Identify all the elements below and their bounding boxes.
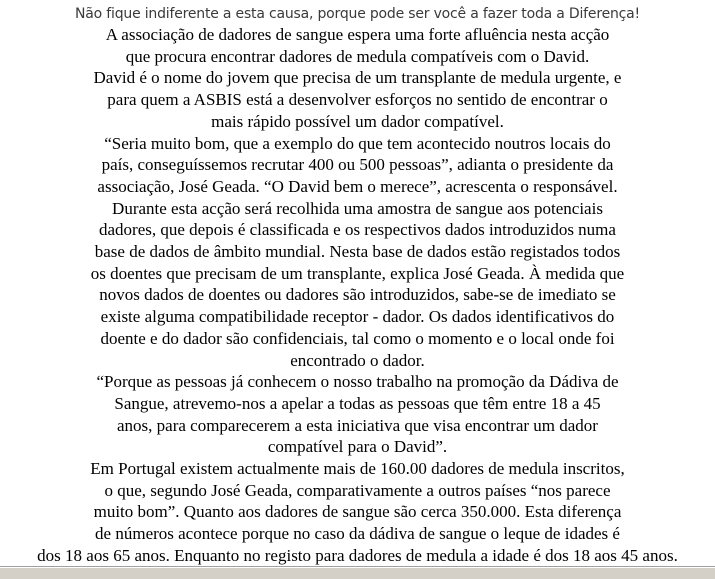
text-line: encontrado o dador. <box>290 350 425 370</box>
text-line: país, conseguíssemos recrutar 400 ou 500 pessoas”, adianta o presidente da <box>101 155 614 175</box>
text-line: existe alguma compatibilidade receptor - dador. Os dados identificativos do <box>100 307 615 327</box>
text-line: muito bom”. Quanto aos dadores de sangue são cerca 350.000. Esta diferença <box>93 502 622 522</box>
text-line: “Porque as pessoas já conhecem o nosso trabalho na promoção da Dádiva de <box>96 372 619 392</box>
text-line: que procura encontrar dadores de medula compatíveis com o David. <box>125 46 590 66</box>
status-bar <box>0 567 715 579</box>
text-line: novos dados de doentes ou dadores são introduzidos, sabe-se de imediato se <box>99 285 616 305</box>
article-text <box>0 24 715 567</box>
text-line: dos 18 aos 65 anos. Enquanto no registo para dadores de medula a idade é dos 18 aos 45 anos. <box>37 545 678 565</box>
text-line: Em Portugal existem actualmente mais de 160.00 dadores de medula inscritos, <box>90 459 625 479</box>
text-line: anos, para comparecerem a esta iniciativa que visa encontrar um dador <box>117 415 598 435</box>
text-line: “Seria muito bom, que a exemplo do que tem acontecido noutros locais do <box>104 133 611 153</box>
text-line: dadores, que depois é classificada e os respectivos dados introduzidos numa <box>99 220 616 240</box>
text-line: base de dados de âmbito mundial. Nesta base de dados estão registados todos <box>94 242 621 262</box>
text-line: compatível para o David”. <box>267 437 448 457</box>
headline: Não fique indiferente a esta causa, porque pode ser você a fazer toda a Diferença! <box>75 6 640 22</box>
text-line: A associação de dadores de sangue espera uma forte afluência nesta acção <box>105 25 610 44</box>
text-line: doente e do dador são confidenciais, tal como o momento e o local onde foi <box>100 328 615 348</box>
text-line: associação, José Geada. “O David bem o merece”, acrescenta o responsável. <box>97 176 618 196</box>
text-line: mais rápido possível um dador compatível. <box>211 111 504 131</box>
document-body <box>0 4 715 567</box>
text-line: os doentes que precisam de um transplante, explica José Geada. À medida que <box>90 263 625 283</box>
text-line: David é o nome do jovem que precisa de um transplante de medula urgente, e <box>93 68 622 88</box>
text-line: de números acontece porque no caso da dádiva de sangue o leque de idades é <box>95 524 620 544</box>
text-line: o que, segundo José Geada, comparativamente a outros países “nos parece <box>104 480 611 500</box>
text-line: Durante esta acção será recolhida uma amostra de sangue aos potenciais <box>112 198 603 218</box>
text-line: Sangue, atrevemo-nos a apelar a todas as pessoas que têm entre 18 a 45 <box>114 393 601 413</box>
text-line: para quem a ASBIS está a desenvolver esforços no sentido de encontrar o <box>107 90 608 110</box>
